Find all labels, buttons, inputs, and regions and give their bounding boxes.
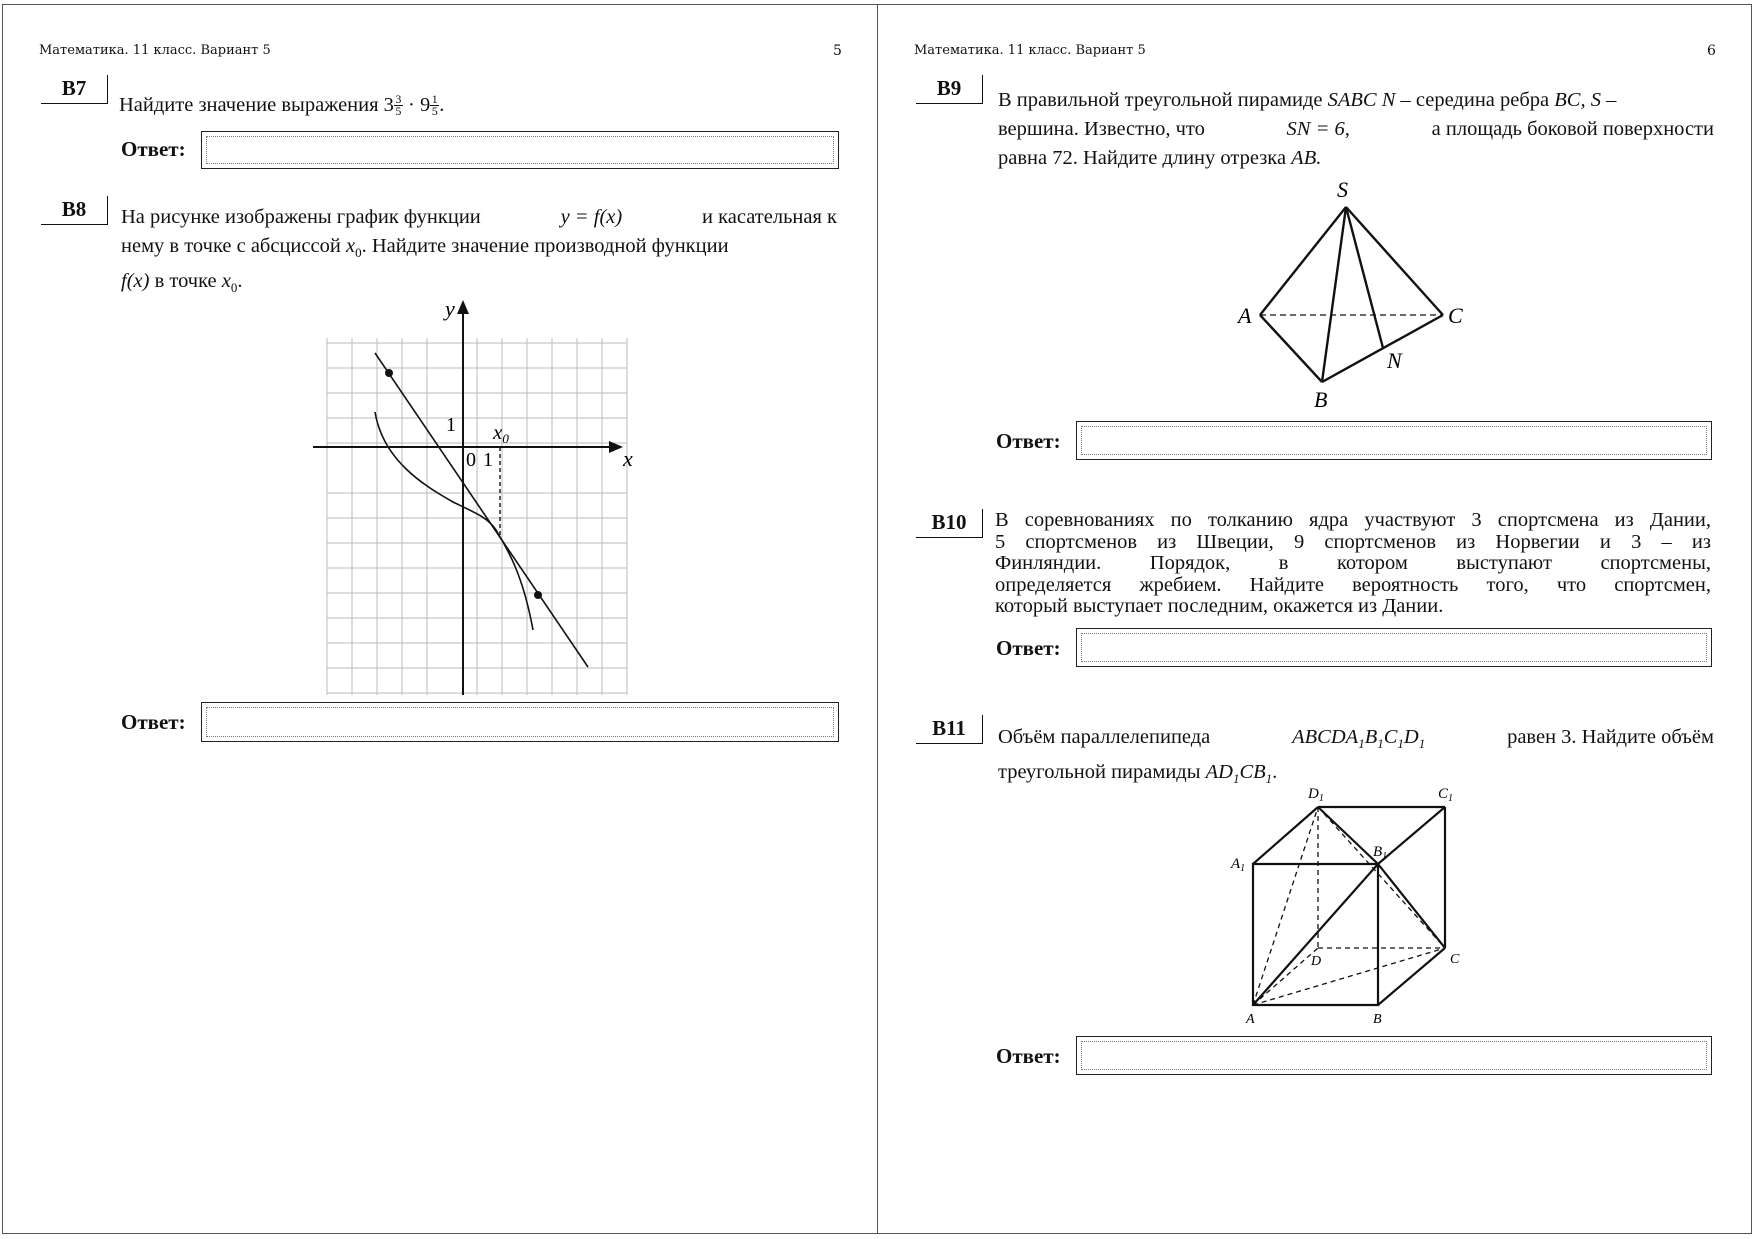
answer-label-b8: Ответ:	[121, 710, 186, 734]
answer-input-b11[interactable]	[1083, 1042, 1705, 1069]
b8-line1c: и касательная к	[702, 206, 837, 228]
vertex-C1-label: $C_1$	[1438, 786, 1454, 804]
b8-line1a: На рисунке изображены график функции	[121, 206, 481, 228]
b7-exp2-den: 5	[431, 104, 438, 119]
b10-line-5: который выступает последним, окажется из Дании.	[995, 595, 1444, 617]
b11-line1a: Объём параллелепипеда	[998, 726, 1211, 748]
graph-grid	[327, 338, 627, 695]
b10-line-3: Финляндии. Порядок, в котором выступают спортсмены,	[995, 552, 1711, 574]
b7-exp1	[394, 94, 403, 117]
vertex-C-label: C	[1448, 303, 1463, 328]
task-text-b7	[119, 91, 739, 120]
b8-line3sub: 0	[230, 280, 238, 296]
vertex-S-label: S	[1337, 177, 1348, 202]
task-text-b8	[121, 203, 837, 302]
b9-line1b: SABC	[1327, 89, 1377, 111]
b8-function-graph	[313, 290, 643, 700]
b9-line1a: В правильной треугольной пирамиде	[998, 89, 1323, 111]
task-label-b7: B7	[41, 75, 108, 104]
edge-AB1	[1253, 864, 1378, 1005]
unit-x-label: 1	[483, 449, 493, 471]
b8-line1b: y = f(x)	[560, 206, 623, 228]
b9-line3a: равна 72. Найдите длину отрезка	[998, 147, 1287, 169]
hidden-D1C	[1318, 807, 1445, 948]
answer-label-b11: Ответ:	[996, 1044, 1061, 1068]
vertex-B-label: B	[1373, 1012, 1382, 1027]
unit-y-label: 1	[446, 414, 456, 436]
b7-end: .	[439, 94, 445, 116]
vertex-B1-label: $B_1$	[1373, 844, 1388, 862]
b8-line3a: f(x)	[121, 270, 150, 293]
answer-box-b10[interactable]	[1076, 628, 1712, 667]
edge-B1C1	[1378, 807, 1445, 864]
answer-box-b11[interactable]	[1076, 1036, 1712, 1075]
answer-input-b10[interactable]	[1083, 634, 1705, 661]
origin-label: 0	[466, 449, 476, 471]
answer-input-b8[interactable]	[208, 708, 832, 736]
b9-pyramid-figure	[1218, 170, 1468, 415]
b11-line1j: равен 3. Найдите объём	[1507, 726, 1714, 748]
point-N-label: N	[1387, 348, 1402, 373]
tangent-point-2	[534, 591, 542, 599]
answer-box-b7[interactable]	[201, 131, 839, 169]
vertex-C-label: C	[1450, 952, 1460, 967]
b7-text: Найдите значение выражения	[119, 94, 379, 116]
b10-line-4: определяется жребием. Найдите вероятность того, что спортсмен,	[995, 573, 1711, 596]
task-label-b10: B10	[916, 509, 983, 538]
b11-parallelepiped-figure	[1213, 780, 1473, 1030]
task-text-b10	[995, 510, 1711, 618]
edge-BC	[1322, 315, 1443, 382]
page-number-left: 5	[833, 43, 842, 59]
b7-dot: ·	[408, 94, 415, 116]
answer-label-b10: Ответ:	[996, 636, 1061, 660]
edge-A1D1	[1253, 807, 1318, 864]
vertex-D-label: D	[1311, 954, 1322, 969]
b7-exp2	[430, 94, 439, 117]
answer-box-b9[interactable]	[1076, 421, 1712, 460]
edge-AB	[1260, 315, 1322, 382]
y-axis-label: y	[445, 296, 455, 321]
b8-line3d: .	[237, 270, 243, 293]
answer-box-b8[interactable]	[201, 702, 839, 742]
vertex-B-label: B	[1314, 387, 1328, 412]
b8-line2c: . Найдите значение производной функции	[361, 235, 729, 257]
vertex-A-label: A	[1238, 303, 1252, 328]
vertex-A-label: A	[1246, 1012, 1255, 1027]
x-axis-label: x	[623, 446, 633, 471]
edge-D1B1	[1318, 807, 1378, 864]
b9-line3b: AB.	[1291, 147, 1322, 169]
b8-line3c: x	[221, 270, 231, 293]
function-curve	[375, 412, 533, 630]
b8-line2sub: 0	[355, 245, 362, 261]
b9-line2a: вершина. Известно, что	[998, 118, 1205, 140]
b7-exp2-num: 1	[431, 92, 438, 107]
task-label-b8: B8	[41, 196, 108, 225]
tangent-point-1	[385, 369, 393, 377]
vertex-A1-label: $A_1$	[1231, 856, 1246, 874]
header-left: Математика. 11 класс. Вариант 5	[39, 43, 271, 58]
b10-line-2: 5 спортсменов из Швеции, 9 спортсменов из Норвегии и 3 – из	[995, 530, 1711, 553]
b8-line3b: в точке	[154, 270, 217, 293]
b8-line2b: x	[345, 235, 356, 257]
b7-exp1-num: 3	[395, 92, 402, 107]
b9-line1e: BC,	[1554, 89, 1586, 111]
b7-base2: 9	[420, 94, 431, 116]
vertex-D1-label: $D_1$	[1308, 786, 1324, 804]
page-right	[877, 4, 1752, 1234]
page-left	[2, 4, 878, 1234]
answer-input-b9[interactable]	[1083, 427, 1705, 454]
b9-line1d: – середина ребра	[1400, 89, 1550, 111]
b10-line-1: В соревнованиях по толканию ядра участвуют 3 спортсмена из Дании,	[995, 509, 1711, 531]
b8-line2a: нему в точке с абсциссой	[121, 235, 341, 257]
tangent-line	[375, 353, 588, 667]
task-label-b9: B9	[916, 75, 983, 104]
b7-base1: 3	[383, 94, 394, 116]
b11-line2-end: .	[1272, 761, 1278, 784]
b9-line1c: N	[1381, 89, 1396, 111]
b11-line2a: треугольной пирамиды	[998, 761, 1201, 784]
task-label-b11: B11	[916, 715, 983, 744]
hidden-AC	[1253, 948, 1445, 1005]
b7-exp1-den: 5	[395, 104, 402, 119]
edge-B1C	[1378, 864, 1445, 948]
b11-line2-formula: $AD_1CB_1$	[1205, 761, 1273, 787]
y-axis-arrow	[457, 300, 469, 314]
answer-input-b7[interactable]	[208, 137, 832, 163]
page-number-right: 6	[1707, 43, 1716, 59]
x0-label: x0	[493, 420, 509, 446]
b9-line1g: –	[1606, 89, 1617, 111]
header-right: Математика. 11 класс. Вариант 5	[914, 43, 1146, 58]
b11-line1-formula: $ABCDA_1B_1C_1D_1$	[1292, 726, 1426, 752]
task-text-b9	[998, 86, 1714, 173]
answer-label-b7: Ответ:	[121, 137, 186, 161]
b9-line2b: SN = 6,	[1286, 118, 1350, 140]
b9-line1f: S	[1590, 89, 1601, 111]
answer-label-b9: Ответ:	[996, 429, 1061, 453]
b9-line2c: а площадь боковой поверхности	[1431, 118, 1714, 140]
edge-BC	[1378, 948, 1445, 1005]
